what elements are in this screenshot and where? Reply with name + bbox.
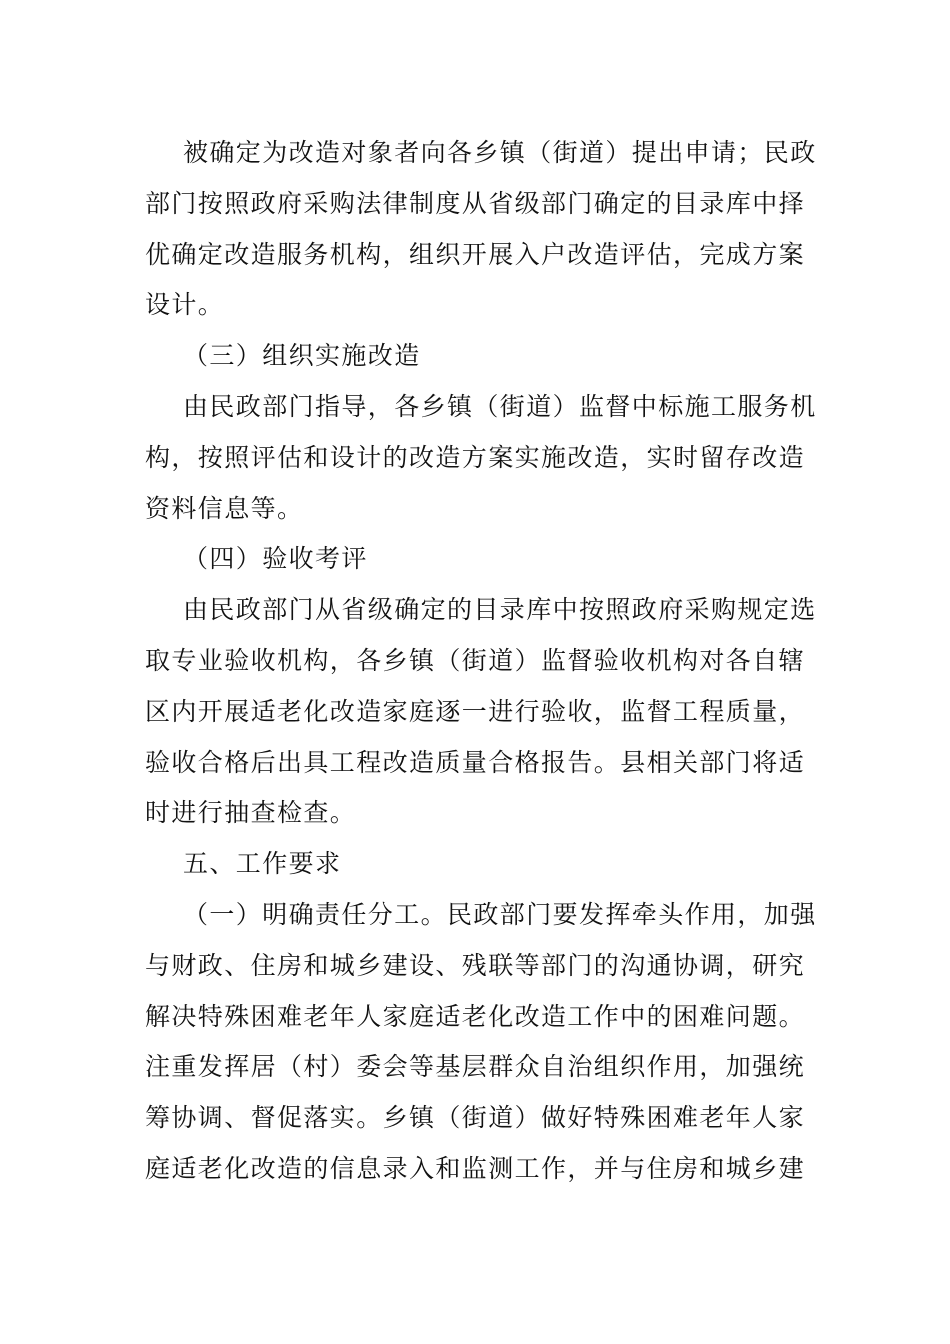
paragraph-line: 构，按照评估和设计的改造方案实施改造，实时留存改造 [145,442,806,472]
paragraph-line: 部门按照政府采购法律制度从省级部门确定的目录库中择 [145,188,806,218]
document-body [145,128,817,1195]
paragraph-line: 被确定为改造对象者向各乡镇（街道）提出申请；民政 [183,138,817,167]
paragraph-line: 由民政部门从省级确定的目录库中按照政府采购规定选 [183,595,817,625]
paragraph-line: 庭适老化改造的信息录入和监测工作，并与住房和城乡建 [145,1153,806,1183]
paragraph-line: 注重发挥居（村）委会等基层群众自治组织作用，加强统 [145,1052,806,1082]
paragraph-line: 解决特殊困难老年人家庭适老化改造工作中的困难问题。 [145,1001,806,1031]
paragraph-line: 资料信息等。 [145,493,304,523]
paragraph-line: 时进行抽查检查。 [145,798,357,828]
section-heading: （三）组织实施改造 [183,341,421,371]
paragraph-line: （一）明确责任分工。民政部门要发挥牵头作用，加强 [183,899,817,929]
paragraph-line: 验收合格后出具工程改造质量合格报告。县相关部门将适 [145,747,806,777]
paragraph-line: 与财政、住房和城乡建设、残联等部门的沟通协调，研究 [145,950,806,980]
paragraph-line: 筹协调、督促落实。乡镇（街道）做好特殊困难老年人家 [145,1103,806,1133]
paragraph-line: 设计。 [145,290,225,320]
paragraph-line: 优确定改造服务机构，组织开展入户改造评估，完成方案 [145,239,806,269]
paragraph-line: 取专业验收机构，各乡镇（街道）监督验收机构对各自辖 [145,645,806,675]
section-heading: 五、工作要求 [183,849,342,879]
paragraph-line: 由民政部门指导，各乡镇（街道）监督中标施工服务机 [183,391,817,421]
paragraph-line: 区内开展适老化改造家庭逐一进行验收，监督工程质量， [145,696,806,726]
section-heading: （四）验收考评 [183,544,368,574]
